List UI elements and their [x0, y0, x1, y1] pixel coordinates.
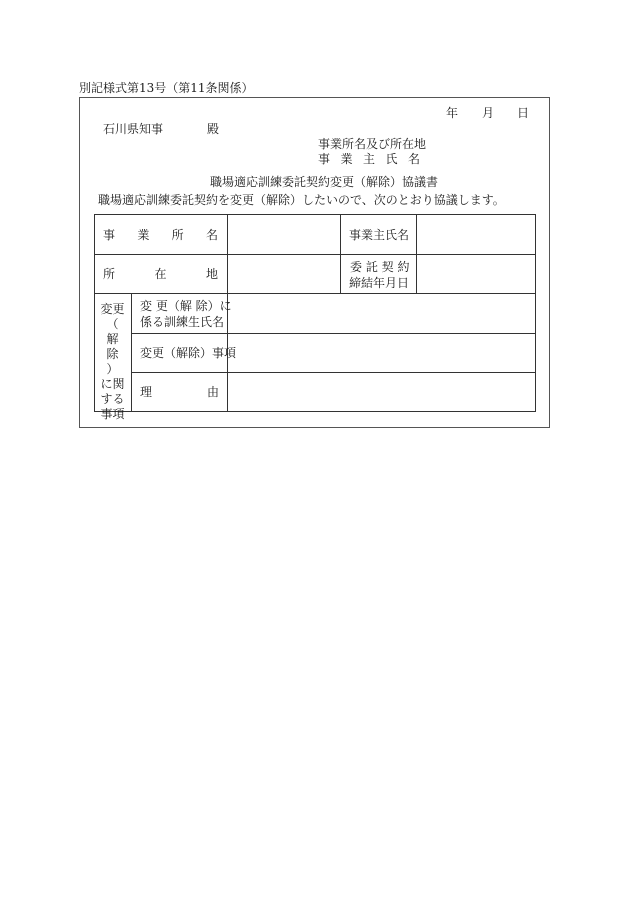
office-name-label [103, 229, 218, 241]
applicant-owner-label [318, 153, 420, 165]
table-border-right [535, 214, 536, 412]
table-row-divider [131, 372, 536, 373]
date-day-label: 日 [517, 106, 530, 120]
date-month-label: 月 [482, 106, 495, 120]
change-section-label-part: ） [106, 362, 119, 376]
office-name-label-char: 所 [171, 228, 184, 242]
office-name-field[interactable] [229, 216, 339, 253]
office-name-label-char: 名 [205, 228, 218, 242]
reason-field[interactable] [229, 374, 534, 410]
change-matter-field[interactable] [229, 335, 534, 371]
table-row-divider [94, 293, 536, 294]
table-col-divider [340, 214, 341, 294]
owner-label-char: 名 [407, 152, 420, 166]
form-number: 別記様式第13号（第11条関係） [79, 81, 254, 95]
table-col-divider [416, 214, 417, 294]
contract-date-field[interactable] [418, 256, 534, 292]
table-row-divider [131, 333, 536, 334]
trainee-label-line2: 係る訓練生氏名 [140, 315, 225, 329]
location-label-char: 地 [205, 267, 218, 281]
table-col-divider [131, 293, 132, 412]
reason-label-char: 由 [206, 385, 219, 399]
change-section-label-part: に関 [100, 377, 125, 391]
change-matter-label: 変更（解除）事項 [140, 346, 237, 360]
change-section-label-part: 変更 [100, 302, 125, 316]
addressee-honorific: 殿 [207, 122, 220, 136]
intro-text: 職場適応訓練委託契約を変更（解除）したいので、次のとおり協議します。 [98, 193, 505, 207]
trainee-name-field[interactable] [229, 295, 534, 332]
office-name-label-char: 事 [103, 228, 116, 242]
change-section-label-part: 事項 [100, 407, 125, 421]
location-label [103, 268, 218, 280]
location-label-char: 在 [154, 267, 167, 281]
trainee-label-line1: 変 更（解 除）に [140, 299, 232, 313]
contract-date-label-line1: 委 託 契 約 [350, 260, 410, 274]
owner-label-char: 業 [340, 152, 353, 166]
change-section-label-part: する [100, 392, 125, 406]
table-col-divider [227, 214, 228, 412]
owner-name-field[interactable] [418, 216, 534, 253]
owner-label-char: 氏 [385, 152, 398, 166]
office-name-label-char: 業 [137, 228, 150, 242]
applicant-office-label: 事業所名及び所在地 [318, 137, 427, 151]
owner-label-char: 主 [362, 152, 375, 166]
change-section-label [94, 302, 131, 422]
document-title: 職場適応訓練委託契約変更（解除）協議書 [210, 175, 439, 189]
change-section-label-part: 除 [106, 347, 119, 361]
table-row-divider [94, 254, 536, 255]
addressee-name: 石川県知事 [103, 122, 164, 136]
owner-label-char: 事 [318, 152, 331, 166]
date-year-label: 年 [446, 106, 459, 120]
location-field[interactable] [229, 256, 339, 292]
table-border-bottom [94, 411, 536, 412]
change-section-label-part: 解 [106, 332, 119, 346]
location-label-char: 所 [103, 267, 116, 281]
reason-label-char: 理 [140, 385, 153, 399]
owner-name-label: 事業主氏名 [349, 228, 410, 242]
contract-date-label-line2: 締結年月日 [349, 276, 410, 290]
reason-label [140, 386, 219, 398]
table-border-top [94, 214, 536, 215]
change-section-label-part: （ [106, 317, 119, 331]
